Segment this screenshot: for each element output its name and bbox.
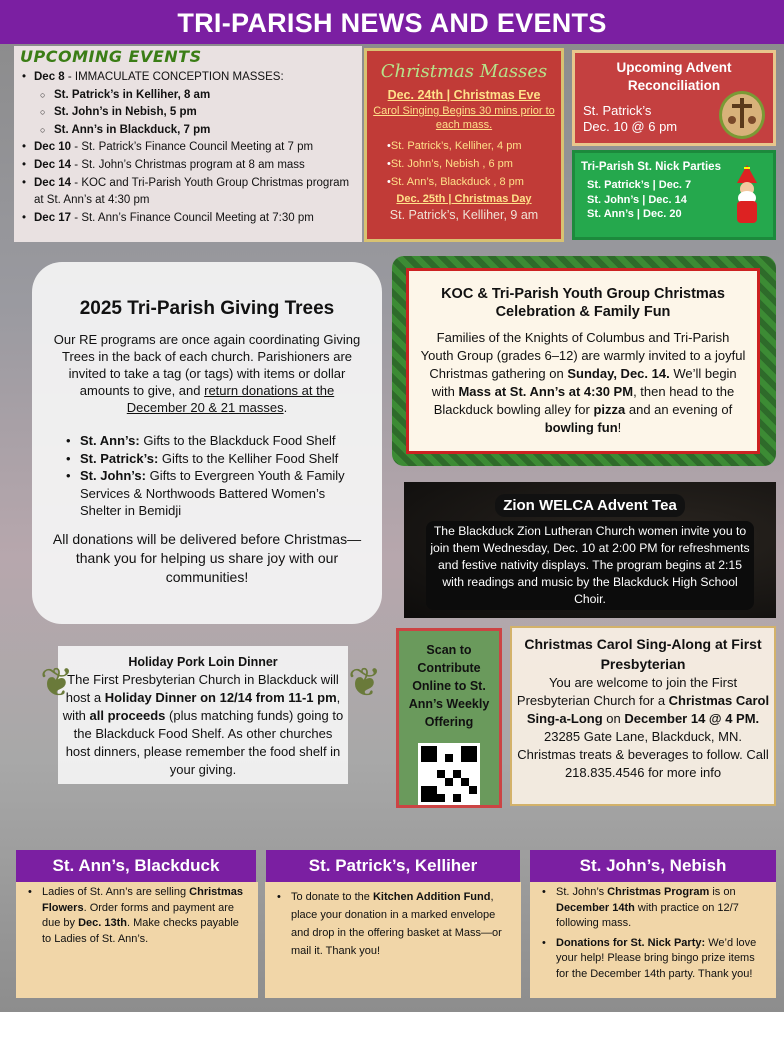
st-anns-box xyxy=(16,882,258,998)
mass-time: • St. Ann’s, Blackduck , 8 pm xyxy=(387,173,555,191)
christmas-day-mass: St. Patrick’s, Kelliher, 9 am xyxy=(389,208,539,222)
st-nick-title: Tri-Parish St. Nick Parties xyxy=(581,161,721,173)
upcoming-events-panel xyxy=(14,46,362,242)
eve-mass-list xyxy=(387,137,555,191)
event-subitem: ○ St. John’s in Nebish, 5 pm xyxy=(20,104,356,122)
carol-body: You are welcome to join the First Presbyterian Church for a Christmas Carol Sing-a-Long on December 14 @ 4 PM. 23285 Gate Lane, Blackduck, MN. Christmas treats & beverages to follow. Call 218.835.4546 for more info xyxy=(516,675,770,780)
garland-right-icon: ❦ xyxy=(348,661,382,705)
qr-code-icon[interactable] xyxy=(418,743,480,805)
advent-reconciliation-panel xyxy=(572,50,776,146)
carol-sing-along-panel xyxy=(510,626,776,806)
giving-trees-list xyxy=(66,432,362,520)
mass-time: • St. John’s, Nebish , 6 pm xyxy=(387,155,555,173)
st-johns-box xyxy=(530,882,776,998)
event-item: • Dec 14 - KOC and Tri-Parish Youth Group Christmas program at St. Ann’s at 4:30 pm xyxy=(20,175,356,210)
st-anns-item: • Ladies of St. Ann’s are selling Christmas Flowers. Order forms and payment are due by Dec. 13th. Make checks payable to Ladies of St. Ann’s. xyxy=(24,885,250,947)
event-subitem: ○ St. Patrick’s in Kelliher, 8 am xyxy=(20,87,356,105)
st-johns-item: • Donations for St. Nick Party: We’d love your help! Please bring bingo prize items for the December 14th party. Thank you! xyxy=(538,936,768,983)
pork-loin-dinner-panel xyxy=(58,646,348,784)
giving-trees-panel xyxy=(32,262,382,624)
page-title: TRI-PARISH NEWS AND EVENTS xyxy=(0,0,784,44)
welca-body: The Blackduck Zion Lutheran Church women invite you to join them Wednesday, Dec. 10 at 2:00 PM for refreshments and festive nativity displays. The program begins at 2:15 with readings and music by the Blackduck High School Choir. xyxy=(426,521,754,610)
carol-singing-note: Carol Singing Begins 30 mins prior to each mass. xyxy=(373,105,555,131)
welca-title: Zion WELCA Advent Tea xyxy=(495,494,685,517)
event-subitem: ○ St. Ann’s in Blackduck, 7 pm xyxy=(20,122,356,140)
st-patricks-item: • To donate to the Kitchen Addition Fund, place your donation in a marked envelope and drop in the offering basket at Mass—or mail it. Thank you! xyxy=(273,888,513,960)
event-item: • Dec 17 - St. Ann’s Finance Council Meeting at 7:30 pm xyxy=(20,210,356,228)
masses-title: Christmas Masses xyxy=(380,61,548,82)
st-nick-row: St. John’s | Dec. 14 xyxy=(587,193,687,206)
scan-text: Scan to Contribute Online to St. Ann’s Weekly Offering xyxy=(408,643,490,729)
st-patricks-box xyxy=(265,882,521,998)
events-list xyxy=(20,69,356,227)
st-patricks-header: St. Patrick’s, Kelliher xyxy=(266,850,520,882)
confession-image-icon xyxy=(719,91,765,139)
event-item: • Dec 8 - IMMACULATE CONCEPTION MASSES: xyxy=(20,69,356,87)
page-margin xyxy=(0,1012,784,1044)
welca-advent-tea-panel xyxy=(404,482,776,618)
st-anns-header: St. Ann’s, Blackduck xyxy=(16,850,256,882)
giving-trees-title: 2025 Tri-Parish Giving Trees xyxy=(79,298,335,319)
christmas-day-heading: Dec. 25th | Christmas Day xyxy=(396,193,532,205)
christmas-eve-heading: Dec. 24th | Christmas Eve xyxy=(387,88,541,102)
koc-body: Families of the Knights of Columbus and Tri-Parish Youth Group (grades 6–12) are warmly invited to a joyful Christmas gathering on Sunday, Dec. 14. We’ll begin with Mass at St. Ann’s at 4:30 PM, then head to the Blackduck bowling alley for pizza and an evening of bowling fun! xyxy=(420,330,746,435)
garland-left-icon: ❦ xyxy=(40,661,74,705)
reconciliation-details: St. Patrick’s Dec. 10 @ 6 pm xyxy=(583,103,678,134)
giving-item: • St. Patrick’s: Gifts to the Kelliher Food Shelf xyxy=(66,450,362,468)
reconciliation-title: Upcoming Advent Reconciliation xyxy=(616,60,732,93)
scan-to-give-panel xyxy=(396,628,502,808)
st-johns-item: • St. John’s Christmas Program is on December 14th with practice on 12/7 following mass. xyxy=(538,885,768,932)
giving-trees-closing: All donations will be delivered before Christmas—thank you for helping us share joy with our communities! xyxy=(52,530,362,585)
st-nick-parties-panel xyxy=(572,150,776,240)
mass-time: • St. Patrick’s, Kelliher, 4 pm xyxy=(387,137,555,155)
pork-title: Holiday Pork Loin Dinner xyxy=(128,655,278,669)
giving-trees-intro: Our RE programs are once again coordinating Giving Trees in the back of each church. Parishioners are invited to take a tag (or tags) with items or dollar amounts to give, and return donations at the December 20 & 21 masses. xyxy=(53,332,361,415)
event-item: • Dec 14 - St. John’s Christmas program at 8 am mass xyxy=(20,157,356,175)
upcoming-events-title: UPCOMING EVENTS xyxy=(20,47,202,66)
christmas-masses-panel xyxy=(364,48,564,242)
st-nick-row: St. Patrick’s | Dec. 7 xyxy=(587,179,692,191)
st-johns-header: St. John’s, Nebish xyxy=(530,850,776,882)
koc-youth-panel xyxy=(406,268,760,454)
st-nick-row: St. Ann’s | Dec. 20 xyxy=(587,208,682,220)
pork-body: The First Presbyterian Church in Blackduck will host a Holiday Dinner on 12/14 from 11-1 pm, with all proceeds (plus matching funds) going to the Blackduck Food Shelf. As other churches host dinners, please remember the food shelf in your giving. xyxy=(62,672,344,777)
giving-item: • St. John’s: Gifts to Evergreen Youth & Family Services & Northwoods Battered Women’s Shelter in Bemidji xyxy=(66,467,362,520)
event-item: • Dec 10 - St. Patrick’s Finance Council Meeting at 7 pm xyxy=(20,139,356,157)
koc-title: KOC & Tri-Parish Youth Group Christmas Celebration & Family Fun xyxy=(441,286,725,320)
carol-title: Christmas Carol Sing-Along at First Presbyterian xyxy=(524,636,762,672)
st-nicholas-icon xyxy=(729,165,765,225)
giving-item: • St. Ann’s: Gifts to the Blackduck Food Shelf xyxy=(66,432,362,450)
